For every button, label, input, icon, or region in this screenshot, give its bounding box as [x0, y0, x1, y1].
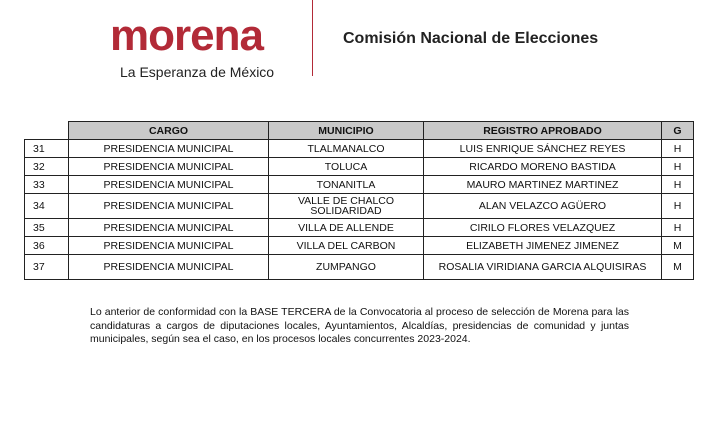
row-registro: ROSALIA VIRIDIANA GARCIA ALQUISIRAS	[424, 255, 662, 280]
table-row	[25, 158, 694, 176]
table-row	[25, 194, 694, 219]
row-genero: H	[662, 140, 694, 158]
row-municipio: VALLE DE CHALCO SOLIDARIDAD	[269, 194, 424, 219]
commission-title: Comisión Nacional de Elecciones	[343, 30, 599, 47]
logo-tagline: La Esperanza de México	[120, 64, 275, 80]
row-cargo: PRESIDENCIA MUNICIPAL	[69, 158, 269, 176]
row-registro: LUIS ENRIQUE SÁNCHEZ REYES	[424, 140, 662, 158]
row-number: 34	[25, 194, 69, 219]
table-row	[25, 237, 694, 255]
row-municipio: VILLA DEL CARBON	[269, 237, 424, 255]
row-registro: CIRILO FLORES VELAZQUEZ	[424, 219, 662, 237]
row-genero: H	[662, 219, 694, 237]
row-number: 33	[25, 176, 69, 194]
table-row	[25, 219, 694, 237]
header-municipio: MUNICIPIO	[269, 122, 424, 140]
table-row	[25, 255, 694, 280]
table-row	[25, 176, 694, 194]
header-number	[25, 122, 69, 140]
row-number: 37	[25, 255, 69, 280]
morena-logo	[110, 11, 300, 80]
row-genero: H	[662, 194, 694, 219]
row-municipio: ZUMPANGO	[269, 255, 424, 280]
row-number: 36	[25, 237, 69, 255]
row-registro: ELIZABETH JIMENEZ JIMENEZ	[424, 237, 662, 255]
row-genero: M	[662, 255, 694, 280]
row-genero: M	[662, 237, 694, 255]
candidates-table	[24, 121, 694, 280]
row-genero: H	[662, 176, 694, 194]
row-cargo: PRESIDENCIA MUNICIPAL	[69, 219, 269, 237]
header-genero: G	[662, 122, 694, 140]
row-registro: ALAN VELAZCO AGÜERO	[424, 194, 662, 219]
row-number: 32	[25, 158, 69, 176]
table-header-row	[25, 122, 694, 140]
row-municipio: TLALMANALCO	[269, 140, 424, 158]
table-row	[25, 140, 694, 158]
footer-paragraph: Lo anterior de conformidad con la BASE TERCERA de la Convocatoria al proceso de selección de Morena para las candidaturas a cargos de diputaciones locales, Ayuntamientos, Alcaldías, presidencias de comunidad y juntas municipales, según sea el caso, en los procesos locales concurrentes 2023-2024.	[90, 306, 629, 345]
header-divider	[312, 0, 313, 76]
row-number: 35	[25, 219, 69, 237]
row-cargo: PRESIDENCIA MUNICIPAL	[69, 237, 269, 255]
row-cargo: PRESIDENCIA MUNICIPAL	[69, 176, 269, 194]
row-municipio: TOLUCA	[269, 158, 424, 176]
header-registro: REGISTRO APROBADO	[424, 122, 662, 140]
row-registro: RICARDO MORENO BASTIDA	[424, 158, 662, 176]
row-cargo: PRESIDENCIA MUNICIPAL	[69, 140, 269, 158]
row-genero: H	[662, 158, 694, 176]
row-number: 31	[25, 140, 69, 158]
logo-wordmark: morena	[110, 11, 263, 60]
row-cargo: PRESIDENCIA MUNICIPAL	[69, 194, 269, 219]
row-registro: MAURO MARTINEZ MARTINEZ	[424, 176, 662, 194]
row-municipio: TONANITLA	[269, 176, 424, 194]
header-cargo: CARGO	[69, 122, 269, 140]
row-municipio: VILLA DE ALLENDE	[269, 219, 424, 237]
row-cargo: PRESIDENCIA MUNICIPAL	[69, 255, 269, 280]
